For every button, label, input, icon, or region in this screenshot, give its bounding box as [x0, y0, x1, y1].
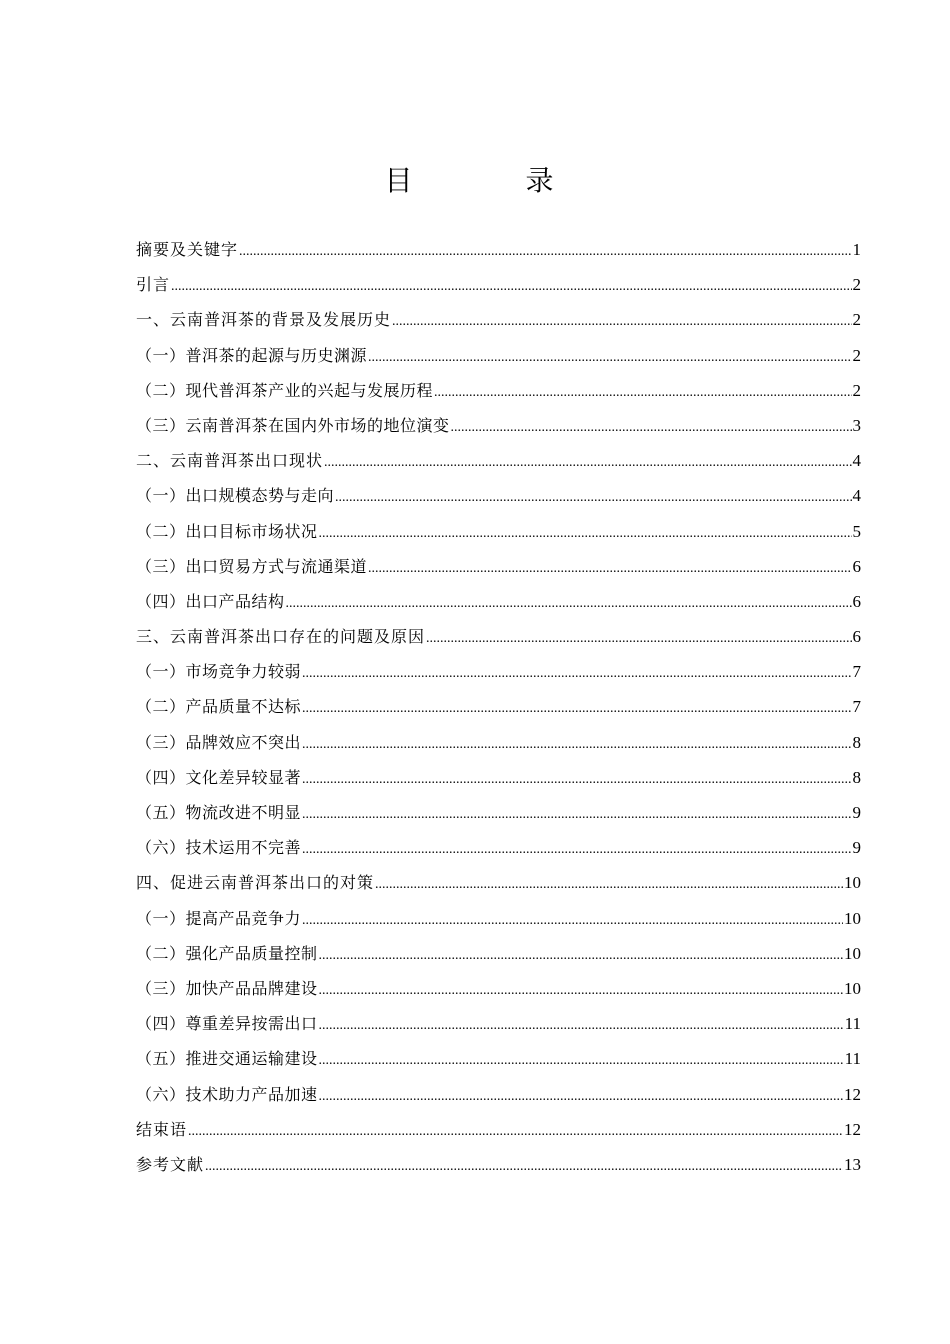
toc-entry[interactable]	[136, 1112, 861, 1147]
toc-dot-leader	[319, 1079, 843, 1114]
toc-entry[interactable]	[136, 725, 861, 760]
toc-dot-leader	[302, 832, 851, 867]
toc-entry-label: 结束语	[136, 1119, 188, 1139]
toc-page-number: 13	[844, 1154, 861, 1174]
toc-entry-label: 三、云南普洱茶出口存在的问题及原因	[136, 627, 426, 647]
toc-entry[interactable]	[136, 1041, 861, 1076]
toc-entry[interactable]	[136, 1077, 861, 1112]
toc-entry[interactable]	[136, 1147, 861, 1182]
toc-page-number: 2	[852, 310, 861, 330]
toc-entry[interactable]	[136, 654, 861, 689]
toc-entry[interactable]	[136, 936, 861, 971]
toc-dot-leader	[319, 516, 852, 551]
toc-dot-leader	[286, 586, 852, 621]
toc-entry-label: （一）普洱茶的起源与历史渊源	[136, 345, 368, 365]
toc-page-number: 7	[852, 662, 861, 682]
toc-entry[interactable]	[136, 373, 861, 408]
toc-dot-leader	[392, 304, 851, 339]
toc-entry-label: （五）物流改进不明显	[136, 803, 302, 822]
toc-page-number: 10	[844, 943, 861, 963]
toc-page-number: 2	[852, 380, 861, 400]
toc-dot-leader	[205, 1149, 843, 1184]
toc-entry[interactable]	[136, 1006, 861, 1041]
toc-page-number: 9	[852, 803, 861, 822]
toc-entry-label: （三）云南普洱茶在国内外市场的地位演变	[136, 415, 450, 435]
toc-entry-label: （二）出口目标市场状况	[136, 521, 318, 541]
table-of-contents	[136, 232, 861, 1182]
toc-dot-leader	[434, 375, 851, 410]
toc-dot-leader	[171, 269, 851, 304]
toc-dot-leader	[188, 1114, 843, 1149]
toc-page-number: 3	[852, 415, 861, 435]
toc-page-number: 11	[844, 1014, 861, 1034]
toc-entry-label: （一）提高产品竞争力	[136, 908, 302, 928]
toc-page-number: 6	[852, 556, 861, 576]
toc-entry-label: 一、云南普洱茶的背景及发展历史	[136, 310, 392, 330]
toc-page-number: 10	[844, 873, 861, 893]
page-title: 目 录	[384, 163, 606, 197]
toc-entry[interactable]	[136, 232, 861, 267]
toc-page-number: 8	[852, 732, 861, 752]
toc-entry-label: （四）文化差异较显著	[136, 767, 302, 787]
toc-entry[interactable]	[136, 795, 861, 830]
toc-entry-label: （二）强化产品质量控制	[136, 943, 318, 963]
toc-page-number: 12	[844, 1119, 861, 1139]
toc-page-number: 6	[852, 591, 861, 611]
toc-dot-leader	[335, 480, 851, 515]
toc-page-number: 6	[852, 627, 861, 647]
toc-entry[interactable]	[136, 443, 861, 478]
toc-dot-leader	[426, 621, 851, 656]
toc-page-number: 2	[852, 275, 861, 295]
toc-entry[interactable]	[136, 584, 861, 619]
toc-entry-label: （三）品牌效应不突出	[136, 732, 302, 752]
toc-page-number: 1	[852, 240, 861, 259]
toc-entry[interactable]	[136, 478, 861, 513]
toc-dot-leader	[302, 727, 851, 762]
toc-dot-leader	[375, 867, 843, 902]
toc-entry-label: 四、促进云南普洱茶出口的对策	[136, 873, 375, 893]
toc-page-number: 4	[852, 486, 861, 506]
toc-entry-label: 参考文献	[136, 1154, 205, 1174]
toc-dot-leader	[302, 762, 851, 797]
toc-entry-label: （二）现代普洱茶产业的兴起与发展历程	[136, 380, 434, 400]
toc-entry-label: （三）出口贸易方式与流通渠道	[136, 556, 368, 576]
toc-entry[interactable]	[136, 689, 861, 724]
toc-dot-leader	[239, 234, 851, 269]
toc-entry-label: 二、云南普洱茶出口现状	[136, 451, 324, 471]
toc-dot-leader	[319, 1043, 844, 1078]
toc-entry-label: （二）产品质量不达标	[136, 697, 302, 717]
toc-dot-leader	[319, 973, 843, 1008]
toc-entry[interactable]	[136, 865, 861, 900]
toc-entry-label: （一）出口规模态势与走向	[136, 486, 335, 506]
toc-entry-label: 摘要及关键字	[136, 240, 239, 259]
toc-dot-leader	[368, 340, 851, 375]
toc-entry-label: （六）技术运用不完善	[136, 838, 302, 858]
toc-entry[interactable]	[136, 971, 861, 1006]
toc-dot-leader	[319, 938, 843, 973]
toc-page-number: 10	[844, 908, 861, 928]
toc-dot-leader	[302, 691, 851, 726]
toc-page-number: 8	[852, 767, 861, 787]
toc-page-number: 10	[844, 978, 861, 998]
toc-entry-label: （一）市场竞争力较弱	[136, 662, 302, 682]
toc-dot-leader	[319, 1008, 844, 1043]
toc-dot-leader	[368, 551, 851, 586]
toc-page-number: 9	[852, 838, 861, 858]
toc-entry[interactable]	[136, 619, 861, 654]
toc-entry[interactable]	[136, 302, 861, 337]
toc-dot-leader	[302, 903, 843, 938]
toc-entry-label: （三）加快产品品牌建设	[136, 978, 318, 998]
toc-page-number: 5	[852, 521, 861, 541]
toc-entry[interactable]	[136, 549, 861, 584]
toc-dot-leader	[451, 410, 852, 445]
toc-page-number: 11	[844, 1049, 861, 1069]
toc-dot-leader	[324, 445, 851, 480]
toc-entry-label: （六）技术助力产品加速	[136, 1084, 318, 1104]
toc-entry[interactable]	[136, 267, 861, 302]
toc-entry[interactable]	[136, 338, 861, 373]
toc-entry[interactable]	[136, 830, 861, 865]
toc-page-number: 4	[852, 451, 861, 471]
toc-dot-leader	[302, 797, 851, 832]
toc-entry-label: （五）推进交通运输建设	[136, 1049, 318, 1069]
toc-entry-label: （四）出口产品结构	[136, 591, 285, 611]
toc-dot-leader	[302, 656, 851, 691]
toc-page-number: 12	[844, 1084, 861, 1104]
toc-entry[interactable]	[136, 760, 861, 795]
toc-entry[interactable]	[136, 408, 861, 443]
toc-page-number: 2	[852, 345, 861, 365]
toc-entry[interactable]	[136, 901, 861, 936]
toc-page-number: 7	[852, 697, 861, 717]
toc-entry[interactable]	[136, 514, 861, 549]
toc-entry-label: 引言	[136, 275, 171, 295]
toc-entry-label: （四）尊重差异按需出口	[136, 1014, 318, 1034]
